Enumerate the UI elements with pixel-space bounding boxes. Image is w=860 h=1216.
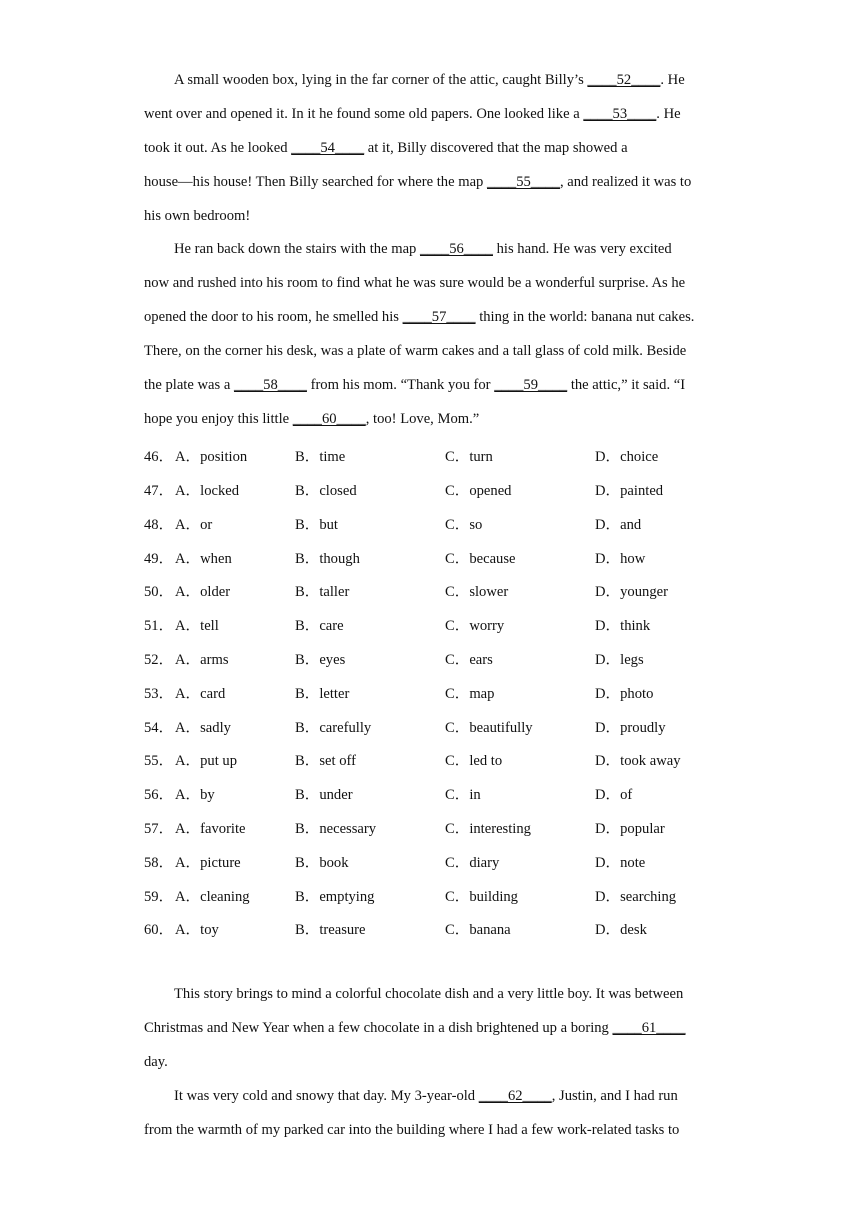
question-number: 57． (144, 821, 174, 837)
option-d: D．searching (595, 889, 677, 905)
option-b: B．under (295, 787, 353, 803)
blank-57: ____57____ (402, 309, 476, 325)
question-number: 59． (144, 889, 174, 905)
blank-62: ____62____ (478, 1088, 552, 1104)
text-line (144, 377, 685, 394)
text: It was very cold and snowy that day. My 3-year-old (174, 1088, 479, 1104)
blank-55: ____55____ (487, 174, 560, 190)
option-b: B．but (295, 517, 338, 533)
option-a: A．by (175, 787, 215, 803)
question-number: 46． (144, 449, 174, 465)
text: house—his house! Then Billy searched for where the map (144, 174, 487, 190)
text-line (174, 1088, 678, 1105)
option-b: B．closed (295, 483, 357, 499)
question-number: 54． (144, 720, 174, 736)
question-row (144, 817, 744, 837)
option-d: D．of (595, 787, 633, 803)
question-row (144, 547, 744, 567)
text-line: now and rushed into his room to find what he was sure would be a wonderful surprise. As he (144, 275, 686, 291)
option-d: D．note (595, 855, 646, 871)
question-number: 47． (144, 483, 174, 499)
text-line (144, 140, 628, 157)
text-line (144, 309, 694, 326)
option-c: C．turn (445, 449, 493, 465)
question-row (144, 445, 744, 465)
option-b: B．letter (295, 686, 350, 702)
text: from his mom. “Thank you for (306, 377, 495, 393)
option-a: A．arms (175, 652, 229, 668)
text: at it, Billy discovered that the map showed a (364, 140, 628, 156)
text: took it out. As he looked (144, 140, 292, 156)
option-b: B．treasure (295, 922, 366, 938)
text-line (144, 1020, 685, 1037)
option-c: C．beautifully (445, 720, 533, 736)
question-number: 60． (144, 922, 174, 938)
option-d: D．and (595, 517, 642, 533)
option-a: A．position (175, 449, 248, 465)
question-row (144, 614, 744, 634)
blank-58: ____58____ (233, 377, 307, 393)
option-b: B．though (295, 551, 360, 567)
question-number: 51． (144, 618, 174, 634)
option-c: C．because (445, 551, 516, 567)
option-d: D．younger (595, 584, 668, 600)
option-c: C．worry (445, 618, 505, 634)
option-b: B．eyes (295, 652, 346, 668)
option-c: C．building (445, 889, 518, 905)
text: . He (656, 106, 681, 122)
option-d: D．photo (595, 686, 654, 702)
option-c: C．banana (445, 922, 511, 938)
option-a: A．favorite (175, 821, 246, 837)
option-c: C．led to (445, 753, 503, 769)
option-d: D．choice (595, 449, 659, 465)
question-row (144, 682, 744, 702)
option-b: B．taller (295, 584, 350, 600)
text-line: his own bedroom! (144, 208, 251, 224)
question-number: 52． (144, 652, 174, 668)
text: , Justin, and I had run (551, 1088, 678, 1104)
question-row (144, 749, 744, 769)
option-a: A．cleaning (175, 889, 250, 905)
question-row (144, 918, 744, 938)
option-a: A．locked (175, 483, 240, 499)
text-line: There, on the corner his desk, was a plate of warm cakes and a tall glass of cold milk. Beside (144, 343, 687, 359)
option-c: C．slower (445, 584, 509, 600)
option-c: C．opened (445, 483, 512, 499)
option-b: B．care (295, 618, 344, 634)
question-row (144, 885, 744, 905)
option-d: D．how (595, 551, 646, 567)
text: went over and opened it. In it he found some old papers. One looked like a (144, 106, 584, 122)
text-line (174, 72, 685, 89)
blank-53: ____53____ (583, 106, 657, 122)
blank-61: ____61____ (612, 1020, 686, 1036)
option-c: C．diary (445, 855, 500, 871)
option-a: A．toy (175, 922, 219, 938)
text: opened the door to his room, he smelled his (144, 309, 403, 325)
option-c: C．ears (445, 652, 493, 668)
question-row (144, 851, 744, 871)
text: A small wooden box, lying in the far corner of the attic, caught Billy’s (174, 72, 588, 88)
text: the plate was a (144, 377, 234, 393)
option-b: B．necessary (295, 821, 377, 837)
option-a: A．card (175, 686, 226, 702)
option-b: B．carefully (295, 720, 372, 736)
option-a: A．sadly (175, 720, 231, 736)
question-row (144, 479, 744, 499)
question-row (144, 783, 744, 803)
text: the attic,” it said. “I (567, 377, 686, 393)
option-b: B．set off (295, 753, 356, 769)
text-line: from the warmth of my parked car into the building where I had a few work-related tasks to (144, 1122, 680, 1138)
question-row (144, 648, 744, 668)
text: . He (660, 72, 685, 88)
blank-56: ____56____ (420, 241, 493, 257)
text: hope you enjoy this little (144, 411, 293, 427)
option-a: A．or (175, 517, 213, 533)
question-number: 58． (144, 855, 174, 871)
option-b: B．time (295, 449, 346, 465)
text-line: day. (144, 1054, 168, 1070)
question-row (144, 580, 744, 600)
question-row (144, 513, 744, 533)
blank-52: ____52____ (587, 72, 661, 88)
option-d: D．popular (595, 821, 665, 837)
text: his hand. He was very excited (492, 241, 672, 257)
option-d: D．painted (595, 483, 664, 499)
option-c: C．map (445, 686, 495, 702)
text-line (174, 241, 672, 258)
text-line (144, 174, 691, 191)
text: , and realized it was to (559, 174, 692, 190)
text: , too! Love, Mom.” (365, 411, 480, 427)
option-d: D．legs (595, 652, 644, 668)
blank-54: ____54____ (291, 140, 365, 156)
blank-59: ____59____ (494, 377, 568, 393)
option-b: B．book (295, 855, 349, 871)
text-line (144, 411, 479, 428)
question-number: 55． (144, 753, 174, 769)
option-d: D．proudly (595, 720, 666, 736)
text: thing in the world: banana nut cakes. (475, 309, 695, 325)
option-a: A．older (175, 584, 231, 600)
option-d: D．desk (595, 922, 647, 938)
blank-60: ____60____ (292, 411, 366, 427)
question-number: 48． (144, 517, 174, 533)
text: He ran back down the stairs with the map (174, 241, 420, 257)
option-d: D．took away (595, 753, 681, 769)
option-b: B．emptying (295, 889, 375, 905)
question-number: 56． (144, 787, 174, 803)
option-d: D．think (595, 618, 651, 634)
question-row (144, 716, 744, 736)
option-a: A．picture (175, 855, 241, 871)
option-a: A．when (175, 551, 232, 567)
option-c: C．in (445, 787, 481, 803)
option-c: C．so (445, 517, 483, 533)
question-number: 49． (144, 551, 174, 567)
question-number: 53． (144, 686, 174, 702)
text-line: This story brings to mind a colorful chocolate dish and a very little boy. It was between (174, 986, 684, 1002)
option-a: A．tell (175, 618, 219, 634)
text-line (144, 106, 681, 123)
option-a: A．put up (175, 753, 238, 769)
option-c: C．interesting (445, 821, 531, 837)
text: Christmas and New Year when a few chocolate in a dish brightened up a boring (144, 1020, 613, 1036)
question-number: 50． (144, 584, 174, 600)
